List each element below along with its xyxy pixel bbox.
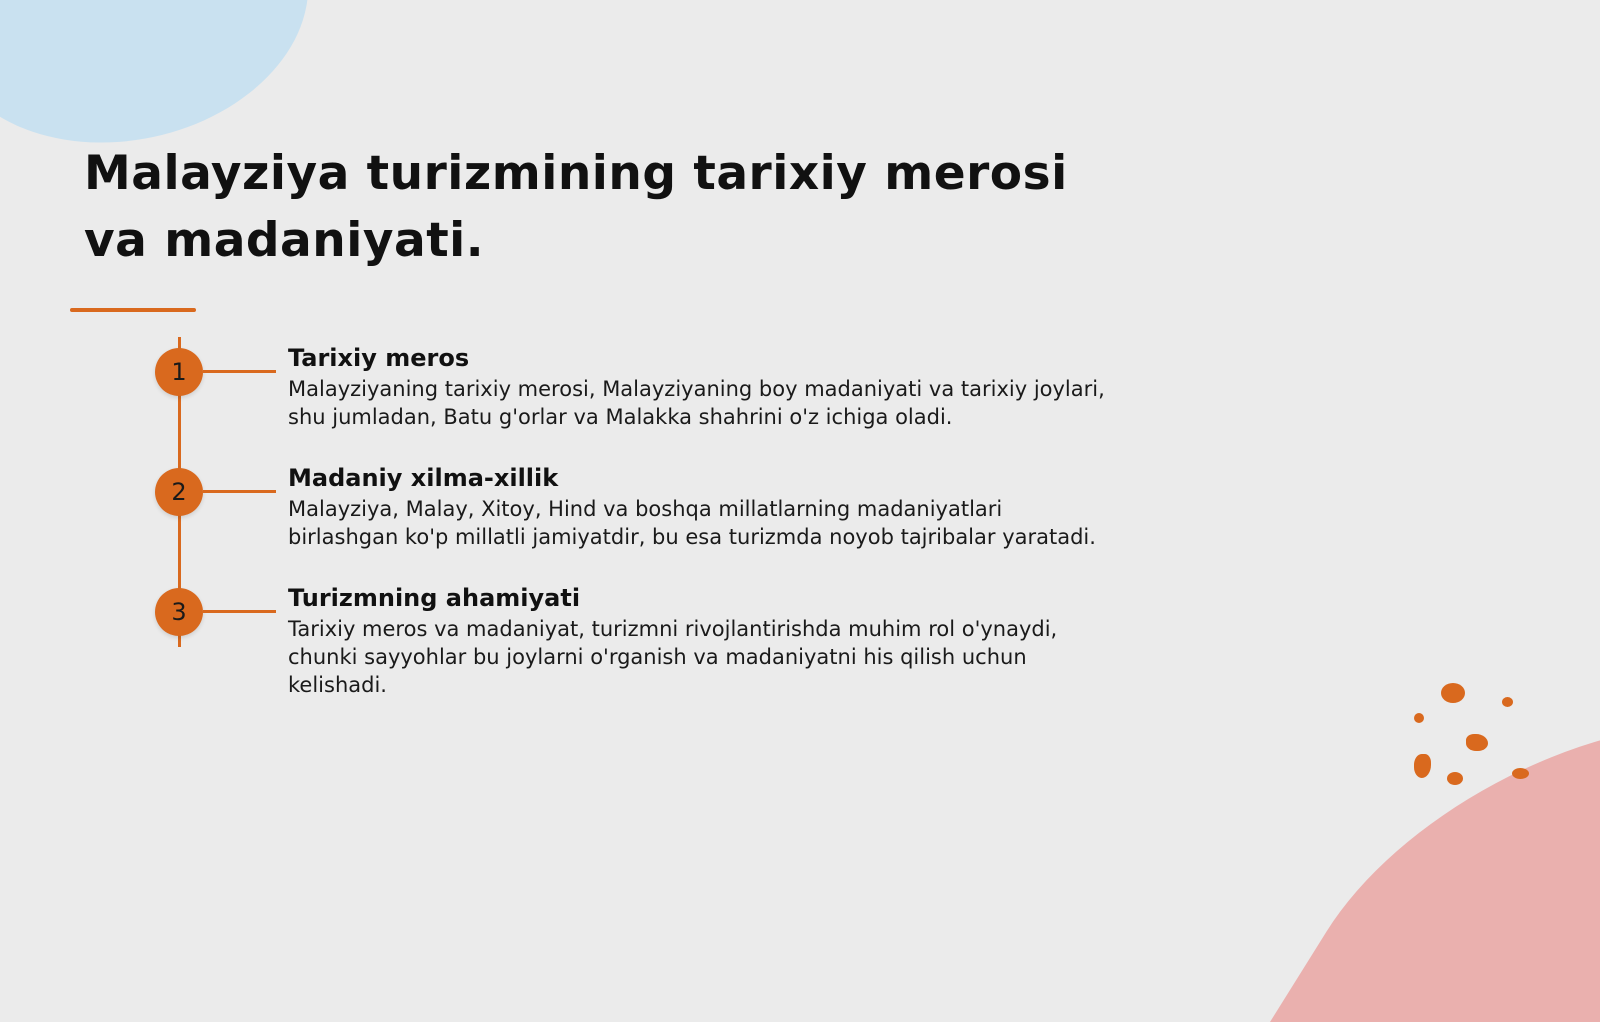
decorative-dot bbox=[1414, 754, 1431, 778]
title-accent-line bbox=[70, 308, 196, 312]
step-connector bbox=[203, 370, 276, 373]
step-marker-2: 2 bbox=[155, 468, 203, 516]
step-connector bbox=[203, 610, 276, 613]
item-text: Malayziya, Malay, Xitoy, Hind va boshqa millatlarning madaniyatlari birlashgan ko'p millatli jamiyatdir, bu esa turizmda noyob tajribalar yaratadi. bbox=[288, 497, 1096, 549]
step-connector bbox=[203, 490, 276, 493]
step-marker-1: 1 bbox=[155, 348, 203, 396]
decorative-pink-blob bbox=[1270, 722, 1600, 1022]
decorative-dot bbox=[1447, 772, 1463, 785]
decorative-dot bbox=[1466, 734, 1488, 751]
item-heading: Madaniy xilma-xillik bbox=[288, 464, 559, 492]
item-heading: Turizmning ahamiyati bbox=[288, 584, 581, 612]
page-title: Malayziya turizmining tarixiy merosi va madaniyati. bbox=[84, 146, 1068, 268]
timeline-item-3 bbox=[288, 581, 1108, 699]
decorative-dot bbox=[1502, 697, 1513, 707]
decorative-dot bbox=[1414, 713, 1424, 723]
timeline-item-1 bbox=[288, 341, 1108, 431]
decorative-dot bbox=[1512, 768, 1529, 779]
item-heading: Tarixiy meros bbox=[288, 344, 470, 372]
item-text: Tarixiy meros va madaniyat, turizmni rivojlantirishda muhim rol o'ynaydi, chunki sayyohlar bu joylarni o'rganish va madaniyatni his qilish uchun kelishadi. bbox=[288, 617, 1058, 697]
step-marker-3: 3 bbox=[155, 588, 203, 636]
timeline-item-2 bbox=[288, 461, 1108, 551]
decorative-dot bbox=[1441, 683, 1465, 703]
item-text: Malayziyaning tarixiy merosi, Malayziyaning boy madaniyati va tarixiy joylari, shu jumladan, Batu g'orlar va Malakka shahrini o'z ichiga oladi. bbox=[288, 377, 1105, 429]
